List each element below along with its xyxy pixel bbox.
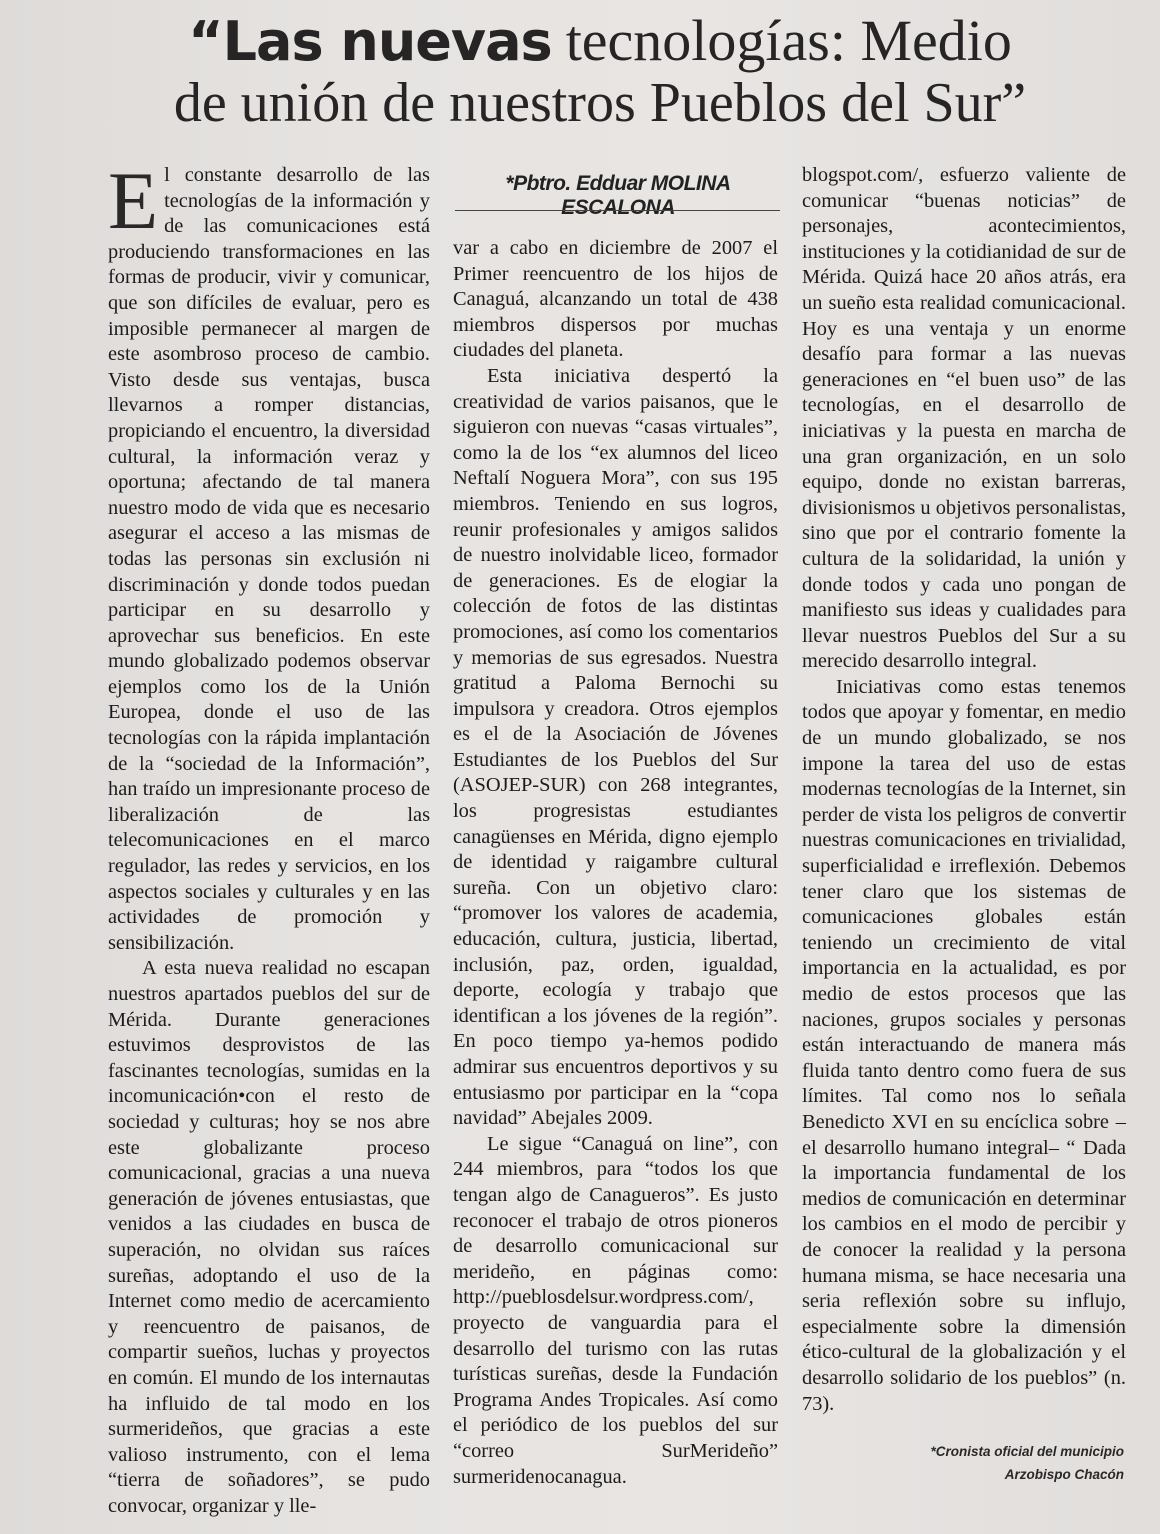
paragraph: A esta nueva realidad no escapan nuestros apartados pueblos del sur de Mérida. Durante generaciones estuvimos desprovistos de las fascinantes tecnologías, sumidas en la incomunicación•con el resto de sociedad y culturas; hoy se nos abre este globalizante proceso comunicacional, gracias a una nueva generación de jóvenes entusiastas, que venidos a las ciudades en busca de superación, no olvidan sus raíces sureñas, adoptando el uso de la Internet como medio de acercamiento y reencuentro de paisanos, de compartir sueños, luchas y proyectos en común. El mundo de los internautas ha influido de tal modo en los surmerideños, que gracias a este valioso instrumento, con el lema “tierra de soñadores”, se pudo convocar, organizar y lle-: [108, 957, 430, 1517]
author-note-line-2: Arzobispo Chacón: [1004, 1467, 1124, 1482]
paragraph: Esta iniciativa despertó la creatividad de varios paisanos, que le siguieron con nuevas “casas virtuales”, como la de los “ex alumnos del liceo Neftalí Noguera Mora”, con sus 195 miembros. Teniendo en sus logros, reunir profesionales y amigos salidos de nuestro inolvidable liceo, formador de generaciones. Es de elogiar la colección de fotos de las distintas promociones, así como los comentarios y memorias de sus egresados. Nuestra gratitud a Paloma Bernochi su impulsora y creadora. Otros ejemplos es el de la Asociación de Jóvenes Estudiantes de los Pueblos del Sur (ASOJEP-SUR) con 268 integrantes, los progresistas estudiantes canagüenses en Mérida, digno ejemplo de identidad y raigambre cultural sureña. Con un objetivo claro: “promover los valores de academia, educación, cultura, justicia, libertad, inclusión, paz, orden, igualdad, deporte, ecología y trabajo que identifican a los jóvenes de la región”. En poco tiempo ya-hemos podido admirar sus encuentros deportivos y su entusiasmo por participar en la “copa navidad” Abejales 2009.: [453, 364, 778, 1130]
author-note-line-1: *Cronista oficial del municipio: [930, 1444, 1124, 1459]
headline-line-2: de unión de nuestros Pueblos del Sur”: [173, 71, 1027, 134]
paragraph: var a cabo en diciembre de 2007 el Primer reencuentro de los hijos de Canaguá, alcanzando un total de 438 miembros dispersos por muchas ciudades del planeta.: [453, 237, 778, 362]
headline-bold: “Las nuevas: [188, 10, 552, 73]
paragraph: Le sigue “Canaguá on line”, con 244 miembros, para “todos los que tengan algo de Canagueros”. Es justo reconocer el trabajo de otros pioneros de desarrollo comunicacional sur merideño, en páginas como: http://pueblosdelsur.wordpress.com/, proyecto de vanguardia para el desarrollo del turismo con las rutas turísticas sureñas, desde la Fundación Programa Andes Tropicales. Así como el periódico de los pueblos del sur “correo SurMerideño” surmeridenocanagua.: [453, 1132, 778, 1488]
column-3: [802, 163, 1126, 1417]
byline-rule: [455, 210, 780, 211]
byline: *Pbtro. Edduar MOLINA ESCALONA: [505, 172, 731, 219]
paragraph: Iniciativas como estas tenemos todos que apoyar y fomentar, en medio de un mundo globalizado, se nos impone la tarea del uso de estas modernas tecnologías de la Internet, sin perder de vista los peligros de convertir nuestras comunicaciones en trivialidad, superficialidad e irreflexión. Debemos tener claro que los sistemas de comunicaciones globales están teniendo un crecimiento de vital importancia en la actualidad, es por medio de estos procesos que las naciones, grupos sociales y personas están interactuando de manera más fluida tanto dentro como fuera de sus límites. Tal como nos lo señala Benedicto XVI en su encíclica sobre –el desarrollo humano integral– “ Dada la importancia fundamental de los medios de comunicación en determinar los cambios en el modo de percibir y de conocer la realidad y la persona humana misma, se hace necesaria una seria reflexión sobre su influjo, especialmente sobre la dimensión ético-cultural de la globalización y el desarrollo solidario de los pueblos” (n. 73).: [802, 675, 1126, 1415]
drop-cap: E: [108, 155, 159, 246]
column-1: [108, 155, 430, 1519]
paragraph: blogspot.com/, esfuerzo valiente de comunicar “buenas noticias” de personajes, acontecimientos, instituciones y la cotidianidad de sur de Mérida. Quizá hace 20 años atrás, era un sueño esta realidad comunicacional. Hoy es una ventaja y un enorme desafío para formar a las nuevas generaciones en “el buen uso” de las tecnologías, en el desarrollo de iniciativas y la puesta en marcha de una gran organización, en un solo equipo, donde no existan barreras, divisionismos u objetivos personalistas, sino que por el contrario fomente la cultura de la solidaridad, la unión y donde todos y cada uno pongan de manifiesto sus ideas y cualidades para llevar nuestros Pueblos del Sur a su merecido desarrollo integral.: [802, 164, 1126, 673]
paragraph: l constante desarrollo de las tecnologías de la información y de las comunicaciones está produciendo transformaciones en las formas de producir, vivir y comunicar, que son difíciles de evaluar, pero es imposible permanecer al margen de este asombroso proceso de cambio. Visto desde sus ventajas, busca llevarnos a romper distancias, propiciando el encuentro, la diversidad cultural, la información veraz y oportuna; afectando de tal manera nuestro modo de vida que es necesario asegurar el acceso a las mismas de todas las personas sin exclusión ni discriminación y donde todos puedan participar en su desarrollo y aprovechar sus beneficios. En este mundo globalizado podemos observar ejemplos como los de la Unión Europea, donde el uso de las tecnologías con la rápida implantación de la “sociedad de la Información”, han traído un impresionante proceso de liberalización de las telecomunicaciones en el marco regulador, las redes y servicios, en los aspectos sociales y culturales y en las actividades de promoción y sensibilización.: [108, 164, 430, 954]
column-2: [453, 236, 778, 1490]
headline-line-1: [100, 10, 1100, 73]
headline-rest: tecnologías: Medio: [565, 8, 1012, 73]
headline: [100, 10, 1100, 133]
